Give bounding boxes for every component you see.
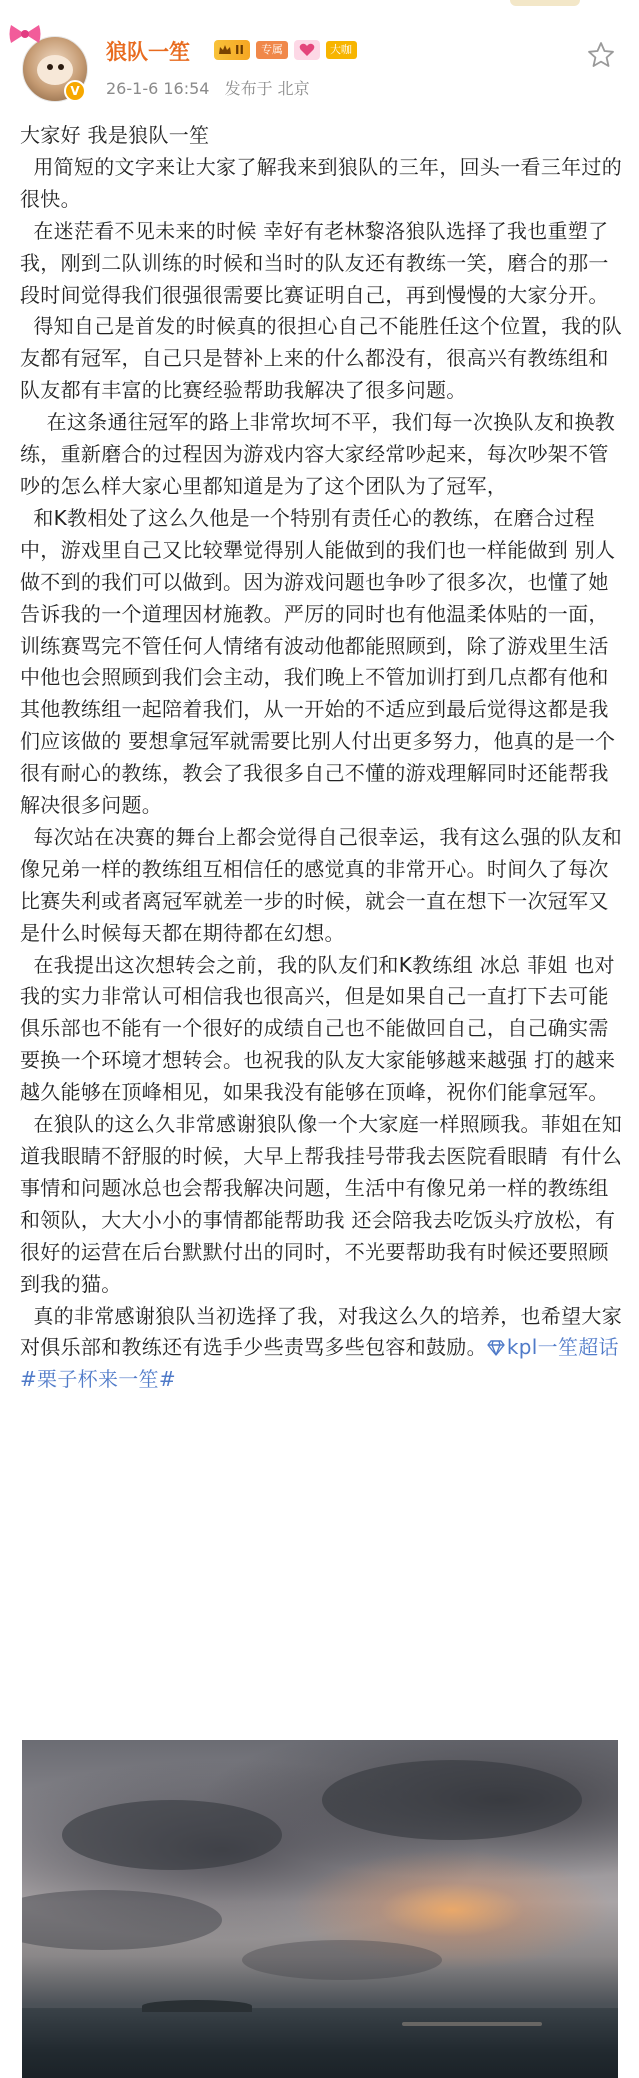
post-meta [106, 76, 310, 99]
vip-badge-text: 大咖 [329, 43, 352, 56]
paragraph-family: 在狼队的这么久非常感谢狼队像一个大家庭一样照顾我。菲姐在知道我眼睛不舒服的时候，大早上帮我挂号带我去医院看眼睛 有什么事情和问题冰总也会帮我解决问题，生活中有像兄弟一样的教练组和领队，大大小小的事情都能帮助我 还会陪我去吃饭头疗放松，有很好的运营在后台默默付出的同时，不光要帮助我有时候还要照顾到我的猫。 [20, 1112, 623, 1296]
exclusive-badge[interactable]: 专属 [256, 41, 288, 59]
crown-icon [218, 44, 232, 56]
hashtag-link[interactable]: #栗子杯来一笙# [20, 1367, 176, 1392]
thanks-text: 真的非常感谢狼队当初选择了我，对我这么久的培养，也希望大家对俱乐部和教练还有选手少些责骂多些包容和鼓励。 [20, 1303, 623, 1360]
star-outline-icon[interactable] [586, 40, 616, 70]
post-body [20, 120, 624, 1396]
image-sea [22, 2008, 618, 2078]
paragraph-greeting: 大家好 我是狼队一笙 [20, 123, 210, 147]
paragraph-early-days: 在迷茫看不见未来的时候 幸好有老林黎洛狼队选择了我也重塑了我，刚到二队训练的时候和当时的队友还有教练一笑，磨合的那一段时间觉得我们很强很需要比赛证明自己，再到慢慢的大家分开。 [20, 218, 609, 307]
pink-bow-icon [8, 22, 42, 46]
super-topic-link[interactable] [487, 1335, 619, 1359]
verified-icon: V [64, 80, 86, 102]
post-date: 26-1-6 16:54 [106, 79, 210, 98]
paragraph-coach-k: 和K教相处了这么久他是一个特别有责任心的教练，在磨合过程中，游戏里自己又比较犟觉得别人能做到的我们也一样能做到 别人做不到的我们可以做到。因为游戏问题也争吵了很多次，也懂了她告诉我的一个道理因材施教。严厉的同时也有他温柔体贴的一面，训练赛骂完不管任何人情绪有波动他都能照顾到，除了游戏里生活中他也会照顾到我们会主动，我们晚上不管加训打到几点都有他和其他教练组一起陪着我们，从一开始的不适应到最后觉得这都是我们应该做的 要想拿冠军就需要比别人付出更多努力，他真的是一个很有耐心的教练，教会了我很多自己不懂的游戏理解同时还能帮我解决很多问题。 [20, 505, 616, 818]
diamond-icon [487, 1340, 505, 1356]
super-topic-text: kpl一笙超话 [506, 1335, 619, 1360]
post-header [0, 22, 639, 112]
avatar-eye-left [47, 64, 53, 70]
avatar-face [37, 55, 73, 85]
level-badge[interactable] [214, 40, 250, 60]
image-cloud [22, 1890, 222, 1950]
avatar-eye-right [58, 64, 64, 70]
fans-badge[interactable] [294, 40, 320, 60]
paragraph-intro: 用简短的文字来让大家了解我来到狼队的三年，回头一看三年过的很快。 [20, 154, 623, 211]
heart-icon [299, 43, 315, 57]
post-location: 发布于 北京 [224, 79, 310, 98]
username[interactable]: 狼队一笙 [106, 40, 190, 64]
badge-row [214, 38, 357, 62]
image-water-glint [402, 2022, 542, 2026]
image-cloud [62, 1800, 282, 1870]
paragraph-road-to-champion: 在这条通往冠军的路上非常坎坷不平，我们每一次换队友和换教练，重新磨合的过程因为游戏内容大家经常吵起来，每次吵架不管吵的怎么样大家心里都知道是为了这个团队为了冠军， [20, 410, 616, 498]
level-badge-text: II [235, 43, 244, 57]
vip-badge[interactable] [326, 41, 357, 59]
paragraph-transfer: 在我提出这次想转会之前，我的队友们和K教练组 冰总 菲姐 也对我的实力非常认可相信我也很高兴，但是如果自己一直打下去可能俱乐部也不能有一个很好的成绩自己也不能做回自己，自己确实需要换一个环境才想转会。也祝我的队友大家能够越来越强 打的越来越久能够在顶峰相见，如果我没有能够在顶峰，祝你们能拿冠军。 [20, 952, 616, 1105]
paragraph-starter: 得知自己是首发的时候真的很担心自己不能胜任这个位置，我的队友都有冠军，自己只是替补上来的什么都没有，很高兴有教练组和队友都有丰富的比赛经验帮助我解决了很多问题。 [20, 314, 623, 403]
image-cloud [322, 1760, 582, 1840]
top-edge-hint [510, 0, 580, 6]
image-cloud [242, 1940, 442, 1980]
paragraph-finals: 每次站在决赛的舞台上都会觉得自己很幸运，我有这么强的队友和像兄弟一样的教练组互相信任的感觉真的非常开心。时间久了每次比赛失利或者离冠军就差一步的时候，就会一直在想下一次冠军又是什么时候每天都在期待都在幻想。 [20, 824, 623, 945]
paragraph-thanks [20, 1301, 624, 1397]
image-island [142, 2000, 252, 2012]
post-image-cloudy-sea[interactable] [22, 1740, 618, 2078]
